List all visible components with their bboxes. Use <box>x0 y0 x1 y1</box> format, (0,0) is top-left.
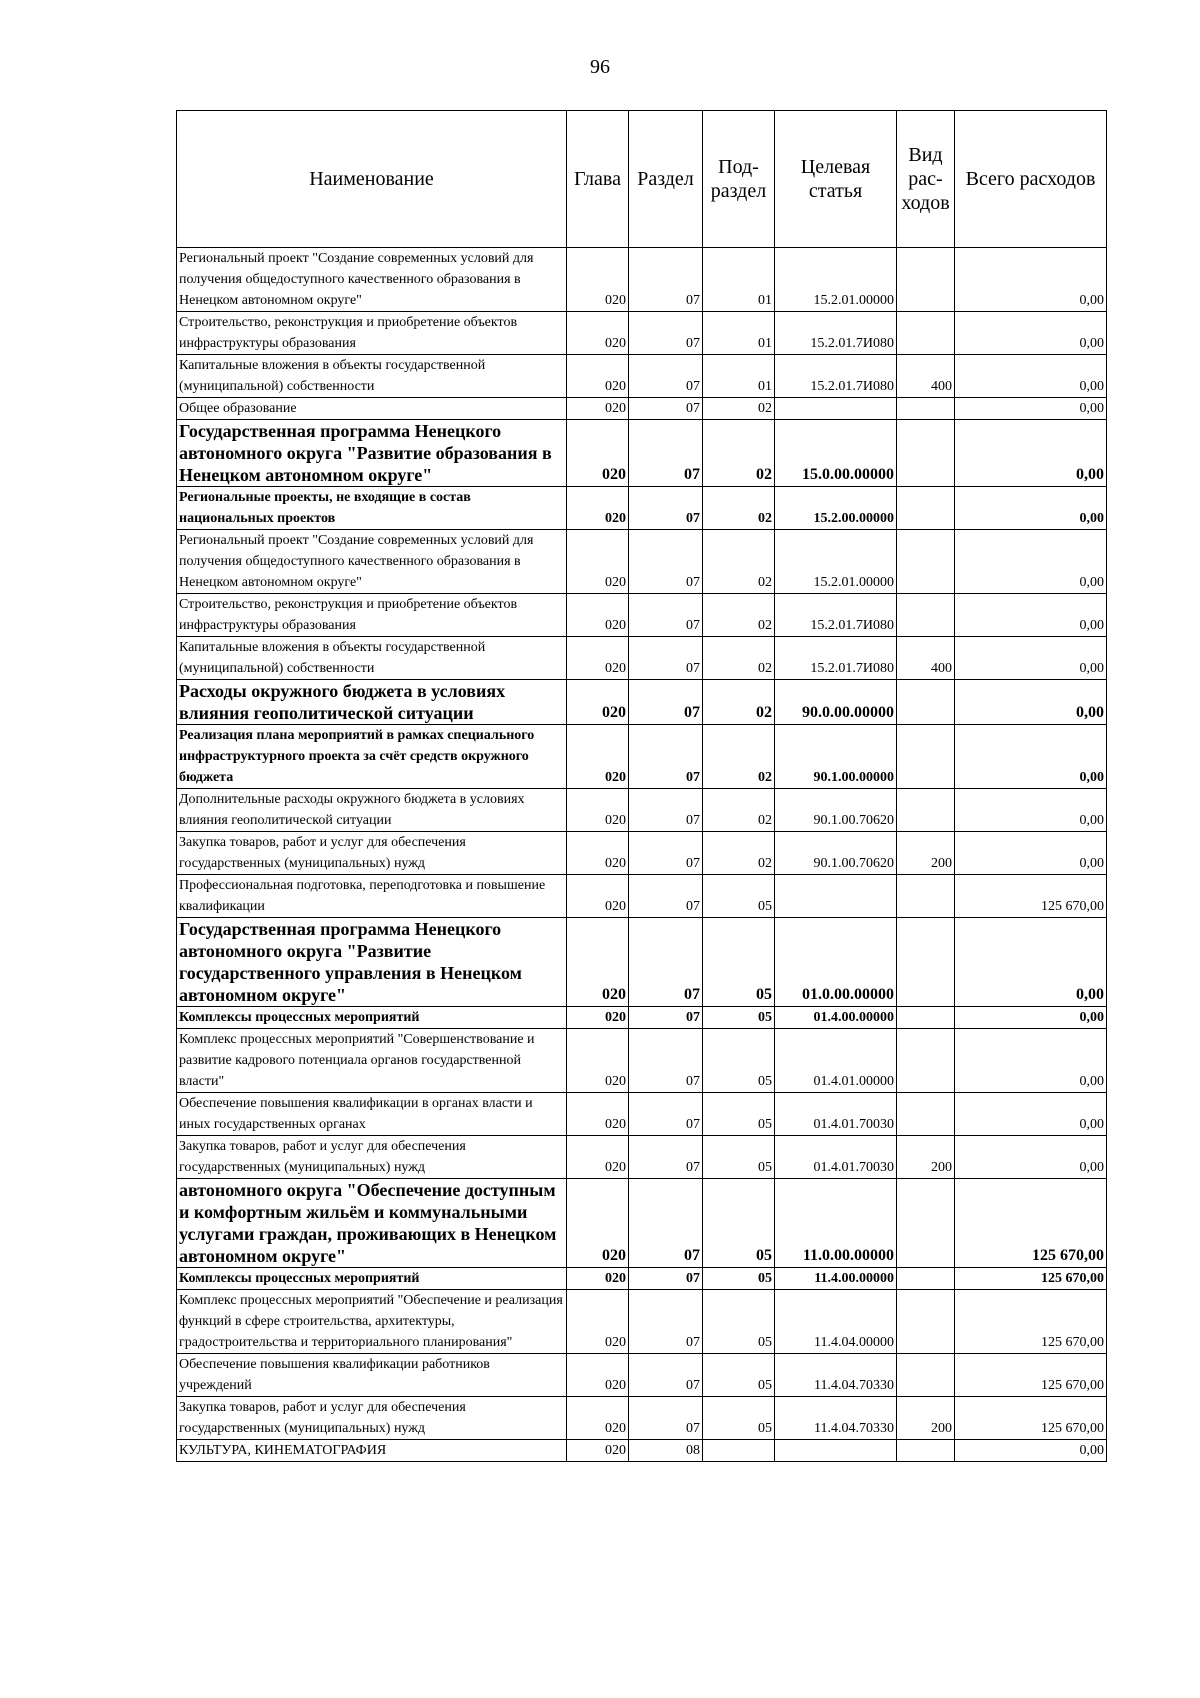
row-glava: 020 <box>567 1397 629 1440</box>
row-name: КУЛЬТУРА, КИНЕМАТОГРАФИЯ <box>177 1440 567 1462</box>
row-razdel: 07 <box>629 312 703 355</box>
row-razdel: 07 <box>629 1354 703 1397</box>
row-celevaya: 11.4.04.70330 <box>775 1397 897 1440</box>
row-glava: 020 <box>567 1093 629 1136</box>
row-name: Комплекс процессных мероприятий "Обеспечение и реализация функций в сфере строительства, архитектуры, градостроительства и территориального планирования" <box>177 1290 567 1354</box>
row-podrazdel: 02 <box>703 594 775 637</box>
row-vid <box>897 1354 955 1397</box>
header-name: Наименование <box>177 111 567 248</box>
row-celevaya: 15.0.00.00000 <box>775 420 897 487</box>
row-celevaya: 01.4.01.70030 <box>775 1093 897 1136</box>
row-name: Капитальные вложения в объекты государственной (муниципальной) собственности <box>177 355 567 398</box>
row-celevaya: 15.2.01.7И080 <box>775 637 897 680</box>
row-celevaya <box>775 875 897 918</box>
row-razdel: 07 <box>629 530 703 594</box>
row-razdel: 07 <box>629 248 703 312</box>
row-glava: 020 <box>567 875 629 918</box>
row-vid <box>897 789 955 832</box>
row-celevaya: 90.1.00.00000 <box>775 725 897 789</box>
row-glava: 020 <box>567 248 629 312</box>
header-vid: Вид рас-ходов <box>897 111 955 248</box>
table-row <box>177 789 1107 832</box>
row-razdel: 07 <box>629 1093 703 1136</box>
row-total: 125 670,00 <box>955 875 1107 918</box>
row-razdel: 08 <box>629 1440 703 1462</box>
row-name: Комплексы процессных мероприятий <box>177 1007 567 1029</box>
row-name: Закупка товаров, работ и услуг для обеспечения государственных (муниципальных) нужд <box>177 1136 567 1179</box>
table-row <box>177 1093 1107 1136</box>
row-glava: 020 <box>567 398 629 420</box>
row-razdel: 07 <box>629 1179 703 1268</box>
table-row <box>177 680 1107 725</box>
row-razdel: 07 <box>629 1290 703 1354</box>
row-glava: 020 <box>567 594 629 637</box>
row-glava: 020 <box>567 637 629 680</box>
row-vid: 200 <box>897 832 955 875</box>
row-glava: 020 <box>567 1136 629 1179</box>
budget-table <box>176 110 1107 1462</box>
row-celevaya <box>775 1440 897 1462</box>
row-name: Капитальные вложения в объекты государственной (муниципальной) собственности <box>177 637 567 680</box>
row-name: Профессиональная подготовка, переподготовка и повышение квалификации <box>177 875 567 918</box>
row-vid <box>897 680 955 725</box>
row-total: 0,00 <box>955 1136 1107 1179</box>
row-glava: 020 <box>567 918 629 1007</box>
row-total: 0,00 <box>955 420 1107 487</box>
row-vid: 400 <box>897 355 955 398</box>
row-celevaya: 15.2.01.7И080 <box>775 594 897 637</box>
row-name: Государственная программа Ненецкого автономного округа "Развитие образования в Ненецком автономном округе" <box>177 420 567 487</box>
row-podrazdel: 02 <box>703 637 775 680</box>
row-vid <box>897 420 955 487</box>
row-glava: 020 <box>567 1290 629 1354</box>
row-name: Строительство, реконструкция и приобретение объектов инфраструктуры образования <box>177 594 567 637</box>
row-podrazdel: 02 <box>703 398 775 420</box>
row-vid <box>897 875 955 918</box>
row-total: 0,00 <box>955 680 1107 725</box>
row-podrazdel: 05 <box>703 1354 775 1397</box>
row-podrazdel: 05 <box>703 1290 775 1354</box>
row-name: автономного округа "Обеспечение доступным и комфортным жильём и коммунальными услугами граждан, проживающих в Ненецком автономном округе" <box>177 1179 567 1268</box>
row-glava: 020 <box>567 832 629 875</box>
row-podrazdel: 05 <box>703 1397 775 1440</box>
table-row <box>177 312 1107 355</box>
row-celevaya <box>775 398 897 420</box>
row-name: Обеспечение повышения квалификации в органах власти и иных государственных органах <box>177 1093 567 1136</box>
row-glava: 020 <box>567 1029 629 1093</box>
row-vid <box>897 1007 955 1029</box>
row-razdel: 07 <box>629 420 703 487</box>
table-row <box>177 248 1107 312</box>
row-total: 125 670,00 <box>955 1268 1107 1290</box>
row-razdel: 07 <box>629 1007 703 1029</box>
row-razdel: 07 <box>629 789 703 832</box>
row-podrazdel: 01 <box>703 312 775 355</box>
table-row <box>177 1007 1107 1029</box>
table-header-row <box>177 111 1107 248</box>
row-glava: 020 <box>567 725 629 789</box>
row-vid <box>897 398 955 420</box>
row-name: Закупка товаров, работ и услуг для обеспечения государственных (муниципальных) нужд <box>177 832 567 875</box>
row-podrazdel: 02 <box>703 420 775 487</box>
row-vid <box>897 248 955 312</box>
table-row <box>177 1440 1107 1462</box>
row-total: 0,00 <box>955 1440 1107 1462</box>
row-total: 0,00 <box>955 725 1107 789</box>
row-name: Расходы окружного бюджета в условиях влияния геополитической ситуации <box>177 680 567 725</box>
row-podrazdel: 02 <box>703 725 775 789</box>
row-celevaya: 11.4.00.00000 <box>775 1268 897 1290</box>
table-row <box>177 1179 1107 1268</box>
header-podrazdel: Под-раздел <box>703 111 775 248</box>
row-podrazdel: 05 <box>703 1029 775 1093</box>
row-name: Комплексы процессных мероприятий <box>177 1268 567 1290</box>
row-vid: 200 <box>897 1136 955 1179</box>
row-glava: 020 <box>567 1179 629 1268</box>
row-razdel: 07 <box>629 1029 703 1093</box>
row-celevaya: 15.2.00.00000 <box>775 487 897 530</box>
row-name: Реализация плана мероприятий в рамках специального инфраструктурного проекта за счёт средств окружного бюджета <box>177 725 567 789</box>
header-celevaya: Целевая статья <box>775 111 897 248</box>
table-row <box>177 594 1107 637</box>
row-celevaya: 01.0.00.00000 <box>775 918 897 1007</box>
row-vid <box>897 918 955 1007</box>
row-glava: 020 <box>567 1354 629 1397</box>
row-name: Региональные проекты, не входящие в состав национальных проектов <box>177 487 567 530</box>
row-total: 0,00 <box>955 637 1107 680</box>
row-total: 0,00 <box>955 1007 1107 1029</box>
row-podrazdel: 05 <box>703 918 775 1007</box>
row-podrazdel: 05 <box>703 1136 775 1179</box>
row-vid <box>897 725 955 789</box>
row-total: 0,00 <box>955 789 1107 832</box>
page-number: 96 <box>590 56 610 78</box>
row-razdel: 07 <box>629 832 703 875</box>
row-vid <box>897 1268 955 1290</box>
row-name: Закупка товаров, работ и услуг для обеспечения государственных (муниципальных) нужд <box>177 1397 567 1440</box>
row-celevaya: 11.0.00.00000 <box>775 1179 897 1268</box>
row-glava: 020 <box>567 1268 629 1290</box>
row-glava: 020 <box>567 680 629 725</box>
table-row <box>177 420 1107 487</box>
row-podrazdel: 02 <box>703 680 775 725</box>
row-razdel: 07 <box>629 1268 703 1290</box>
row-podrazdel: 05 <box>703 1007 775 1029</box>
row-podrazdel: 05 <box>703 1093 775 1136</box>
row-podrazdel: 02 <box>703 487 775 530</box>
row-total: 0,00 <box>955 918 1107 1007</box>
row-celevaya: 01.4.00.00000 <box>775 1007 897 1029</box>
row-glava: 020 <box>567 487 629 530</box>
row-vid: 200 <box>897 1397 955 1440</box>
row-name: Региональный проект "Создание современных условий для получения общедоступного качественного образования в Ненецком автономном округе" <box>177 530 567 594</box>
row-razdel: 07 <box>629 487 703 530</box>
row-celevaya: 90.1.00.70620 <box>775 832 897 875</box>
row-podrazdel: 01 <box>703 248 775 312</box>
row-celevaya: 11.4.04.00000 <box>775 1290 897 1354</box>
row-celevaya: 11.4.04.70330 <box>775 1354 897 1397</box>
row-glava: 020 <box>567 789 629 832</box>
row-total: 125 670,00 <box>955 1179 1107 1268</box>
row-total: 0,00 <box>955 1093 1107 1136</box>
row-podrazdel <box>703 1440 775 1462</box>
table-row <box>177 1354 1107 1397</box>
row-vid: 400 <box>897 637 955 680</box>
row-vid <box>897 1029 955 1093</box>
row-razdel: 07 <box>629 398 703 420</box>
row-total: 0,00 <box>955 594 1107 637</box>
row-celevaya: 15.2.01.7И080 <box>775 355 897 398</box>
row-celevaya: 15.2.01.00000 <box>775 248 897 312</box>
row-name: Строительство, реконструкция и приобретение объектов инфраструктуры образования <box>177 312 567 355</box>
row-podrazdel: 05 <box>703 1179 775 1268</box>
row-razdel: 07 <box>629 725 703 789</box>
header-total: Всего расходов <box>955 111 1107 248</box>
row-razdel: 07 <box>629 875 703 918</box>
row-vid <box>897 487 955 530</box>
row-podrazdel: 05 <box>703 875 775 918</box>
table-row <box>177 725 1107 789</box>
row-total: 0,00 <box>955 1029 1107 1093</box>
row-vid <box>897 594 955 637</box>
table-row <box>177 875 1107 918</box>
row-glava: 020 <box>567 1440 629 1462</box>
header-razdel: Раздел <box>629 111 703 248</box>
row-razdel: 07 <box>629 1136 703 1179</box>
row-vid <box>897 1093 955 1136</box>
row-name: Комплекс процессных мероприятий "Совершенствование и развитие кадрового потенциала органов государственной власти" <box>177 1029 567 1093</box>
table-row <box>177 530 1107 594</box>
row-glava: 020 <box>567 420 629 487</box>
row-total: 0,00 <box>955 355 1107 398</box>
table-row <box>177 1136 1107 1179</box>
row-celevaya: 01.4.01.70030 <box>775 1136 897 1179</box>
row-razdel: 07 <box>629 594 703 637</box>
row-total: 125 670,00 <box>955 1397 1107 1440</box>
row-celevaya: 01.4.01.00000 <box>775 1029 897 1093</box>
row-total: 0,00 <box>955 398 1107 420</box>
row-razdel: 07 <box>629 1397 703 1440</box>
row-podrazdel: 02 <box>703 530 775 594</box>
table-row <box>177 918 1107 1007</box>
row-podrazdel: 01 <box>703 355 775 398</box>
row-name: Дополнительные расходы окружного бюджета в условиях влияния геополитической ситуации <box>177 789 567 832</box>
row-glava: 020 <box>567 355 629 398</box>
row-total: 0,00 <box>955 248 1107 312</box>
row-celevaya: 15.2.01.7И080 <box>775 312 897 355</box>
table-row <box>177 1268 1107 1290</box>
table-row <box>177 1029 1107 1093</box>
row-vid <box>897 530 955 594</box>
row-total: 0,00 <box>955 832 1107 875</box>
row-podrazdel: 02 <box>703 789 775 832</box>
table-row <box>177 398 1107 420</box>
row-podrazdel: 05 <box>703 1268 775 1290</box>
row-total: 0,00 <box>955 530 1107 594</box>
row-total: 125 670,00 <box>955 1290 1107 1354</box>
row-vid <box>897 312 955 355</box>
row-razdel: 07 <box>629 637 703 680</box>
row-total: 0,00 <box>955 312 1107 355</box>
row-total: 125 670,00 <box>955 1354 1107 1397</box>
row-glava: 020 <box>567 1007 629 1029</box>
row-name: Общее образование <box>177 398 567 420</box>
row-vid <box>897 1440 955 1462</box>
table-row <box>177 832 1107 875</box>
row-vid <box>897 1290 955 1354</box>
row-glava: 020 <box>567 530 629 594</box>
row-celevaya: 15.2.01.00000 <box>775 530 897 594</box>
row-vid <box>897 1179 955 1268</box>
row-total: 0,00 <box>955 487 1107 530</box>
row-celevaya: 90.0.00.00000 <box>775 680 897 725</box>
row-glava: 020 <box>567 312 629 355</box>
table-row <box>177 1290 1107 1354</box>
row-name: Региональный проект "Создание современных условий для получения общедоступного качественного образования в Ненецком автономном округе" <box>177 248 567 312</box>
row-razdel: 07 <box>629 355 703 398</box>
row-razdel: 07 <box>629 918 703 1007</box>
table-row <box>177 1397 1107 1440</box>
row-podrazdel: 02 <box>703 832 775 875</box>
table-row <box>177 637 1107 680</box>
header-glava: Глава <box>567 111 629 248</box>
row-name: Государственная программа Ненецкого автономного округа "Развитие государственного управления в Ненецком автономном округе" <box>177 918 567 1007</box>
table-row <box>177 487 1107 530</box>
row-name: Обеспечение повышения квалификации работников учреждений <box>177 1354 567 1397</box>
row-razdel: 07 <box>629 680 703 725</box>
table-row <box>177 355 1107 398</box>
row-celevaya: 90.1.00.70620 <box>775 789 897 832</box>
